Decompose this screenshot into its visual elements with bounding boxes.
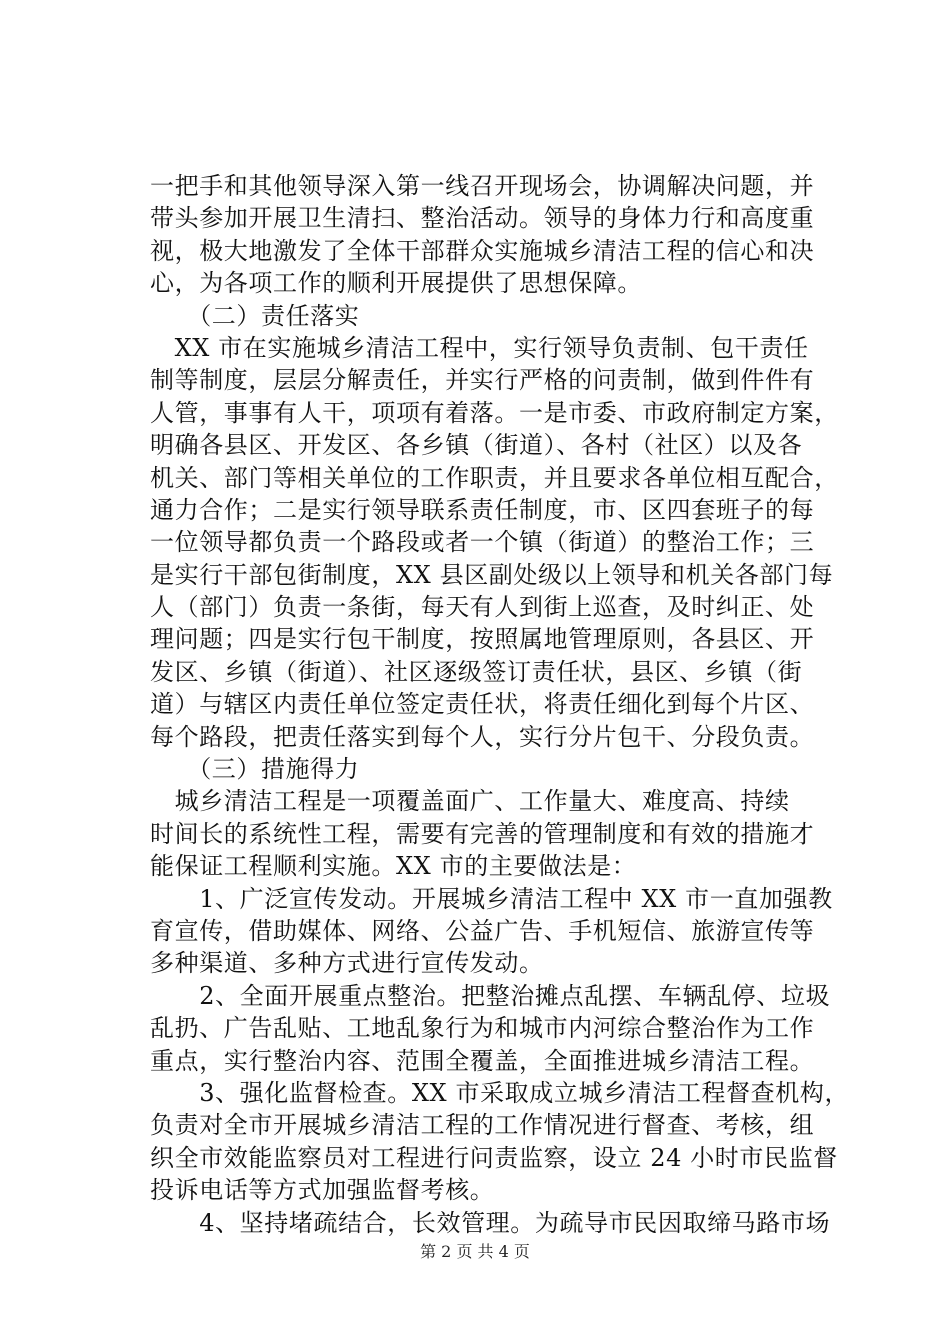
text-line: 一把手和其他领导深入第一线召开现场会，协调解决问题，并 xyxy=(150,172,815,200)
text-line: 投诉电话等方式加强监督考核。 xyxy=(150,1176,495,1205)
text-line: 城乡清洁工程是一项覆盖面广、工作量大、难度高、持续 xyxy=(150,787,790,816)
text-line: 通力合作；二是实行领导联系责任制度，市、区四套班子的每 xyxy=(150,495,815,524)
text-line: 3、强化监督检查。XX 市采取成立城乡清洁工程督查机构， xyxy=(150,1078,850,1107)
text-line: 多种渠道、多种方式进行宣传发动。 xyxy=(150,949,544,978)
text-line: 育宣传，借助媒体、网络、公益广告、手机短信、旅游宣传等 xyxy=(150,916,815,945)
text-line: （三）措施得力 xyxy=(150,755,360,784)
text-line: 2、全面开展重点整治。把整治摊点乱摆、车辆乱停、垃圾 xyxy=(150,981,831,1010)
text-line: 人（部门）负责一条街，每天有人到街上巡查，及时纠正、处 xyxy=(150,593,815,622)
text-line: 视，极大地激发了全体干部群众实施城乡清洁工程的信心和决 xyxy=(150,236,815,265)
text-line: 明确各县区、开发区、各乡镇（街道）、各村（社区）以及各 xyxy=(150,431,803,460)
text-line: 是实行干部包街制度，XX 县区副处级以上领导和机关各部门每 xyxy=(150,560,834,589)
text-line: 负责对全市开展城乡清洁工程的工作情况进行督查、考核，组 xyxy=(150,1111,815,1140)
text-line: 乱扔、广告乱贴、工地乱象行为和城市内河综合整治作为工作 xyxy=(150,1014,815,1043)
text-line: 时间长的系统性工程，需要有完善的管理制度和有效的措施才 xyxy=(150,819,815,848)
text-line: 人管，事事有人干，项项有着落。一是市委、市政府制定方案， xyxy=(150,398,839,427)
text-line: 心，为各项工作的顺利开展提供了思想保障。 xyxy=(150,269,642,298)
text-line: 每个路段，把责任落实到每个人，实行分片包干、分段负责。 xyxy=(150,722,815,751)
text-line: 理问题；四是实行包干制度，按照属地管理原则，各县区、开 xyxy=(150,625,815,654)
page-footer: 第 2 页 共 4 页 xyxy=(420,1242,530,1261)
text-line: （二）责任落实 xyxy=(150,301,360,330)
text-line: 机关、部门等相关单位的工作职责，并且要求各单位相互配合， xyxy=(150,463,839,492)
text-line: 道）与辖区内责任单位签定责任状，将责任细化到每个片区、 xyxy=(150,690,815,719)
text-line: XX 市在实施城乡清洁工程中，实行领导负责制、包干责任 xyxy=(150,333,809,362)
text-line: 制等制度，层层分解责任，并实行严格的问责制，做到件件有 xyxy=(150,366,815,395)
text-line: 4、坚持堵疏结合，长效管理。为疏导市民因取缔马路市场 xyxy=(150,1208,831,1237)
text-line: 重点，实行整治内容、范围全覆盖，全面推进城乡清洁工程。 xyxy=(150,1046,815,1075)
text-line: 织全市效能监察员对工程进行问责监察，设立 24 小时市民监督 xyxy=(150,1143,838,1172)
text-line: 一位领导都负责一个路段或者一个镇（街道）的整治工作；三 xyxy=(150,528,815,557)
text-line: 带头参加开展卫生清扫、整治活动。领导的身体力行和高度重 xyxy=(150,204,815,233)
text-line: 发区、乡镇（街道）、社区逐级签订责任状，县区、乡镇（街 xyxy=(150,657,803,686)
text-line: 能保证工程顺利实施。XX 市的主要做法是： xyxy=(150,852,637,881)
text-line: 1、广泛宣传发动。开展城乡清洁工程中 XX 市一直加强教 xyxy=(150,884,833,913)
document-body xyxy=(150,170,850,1239)
